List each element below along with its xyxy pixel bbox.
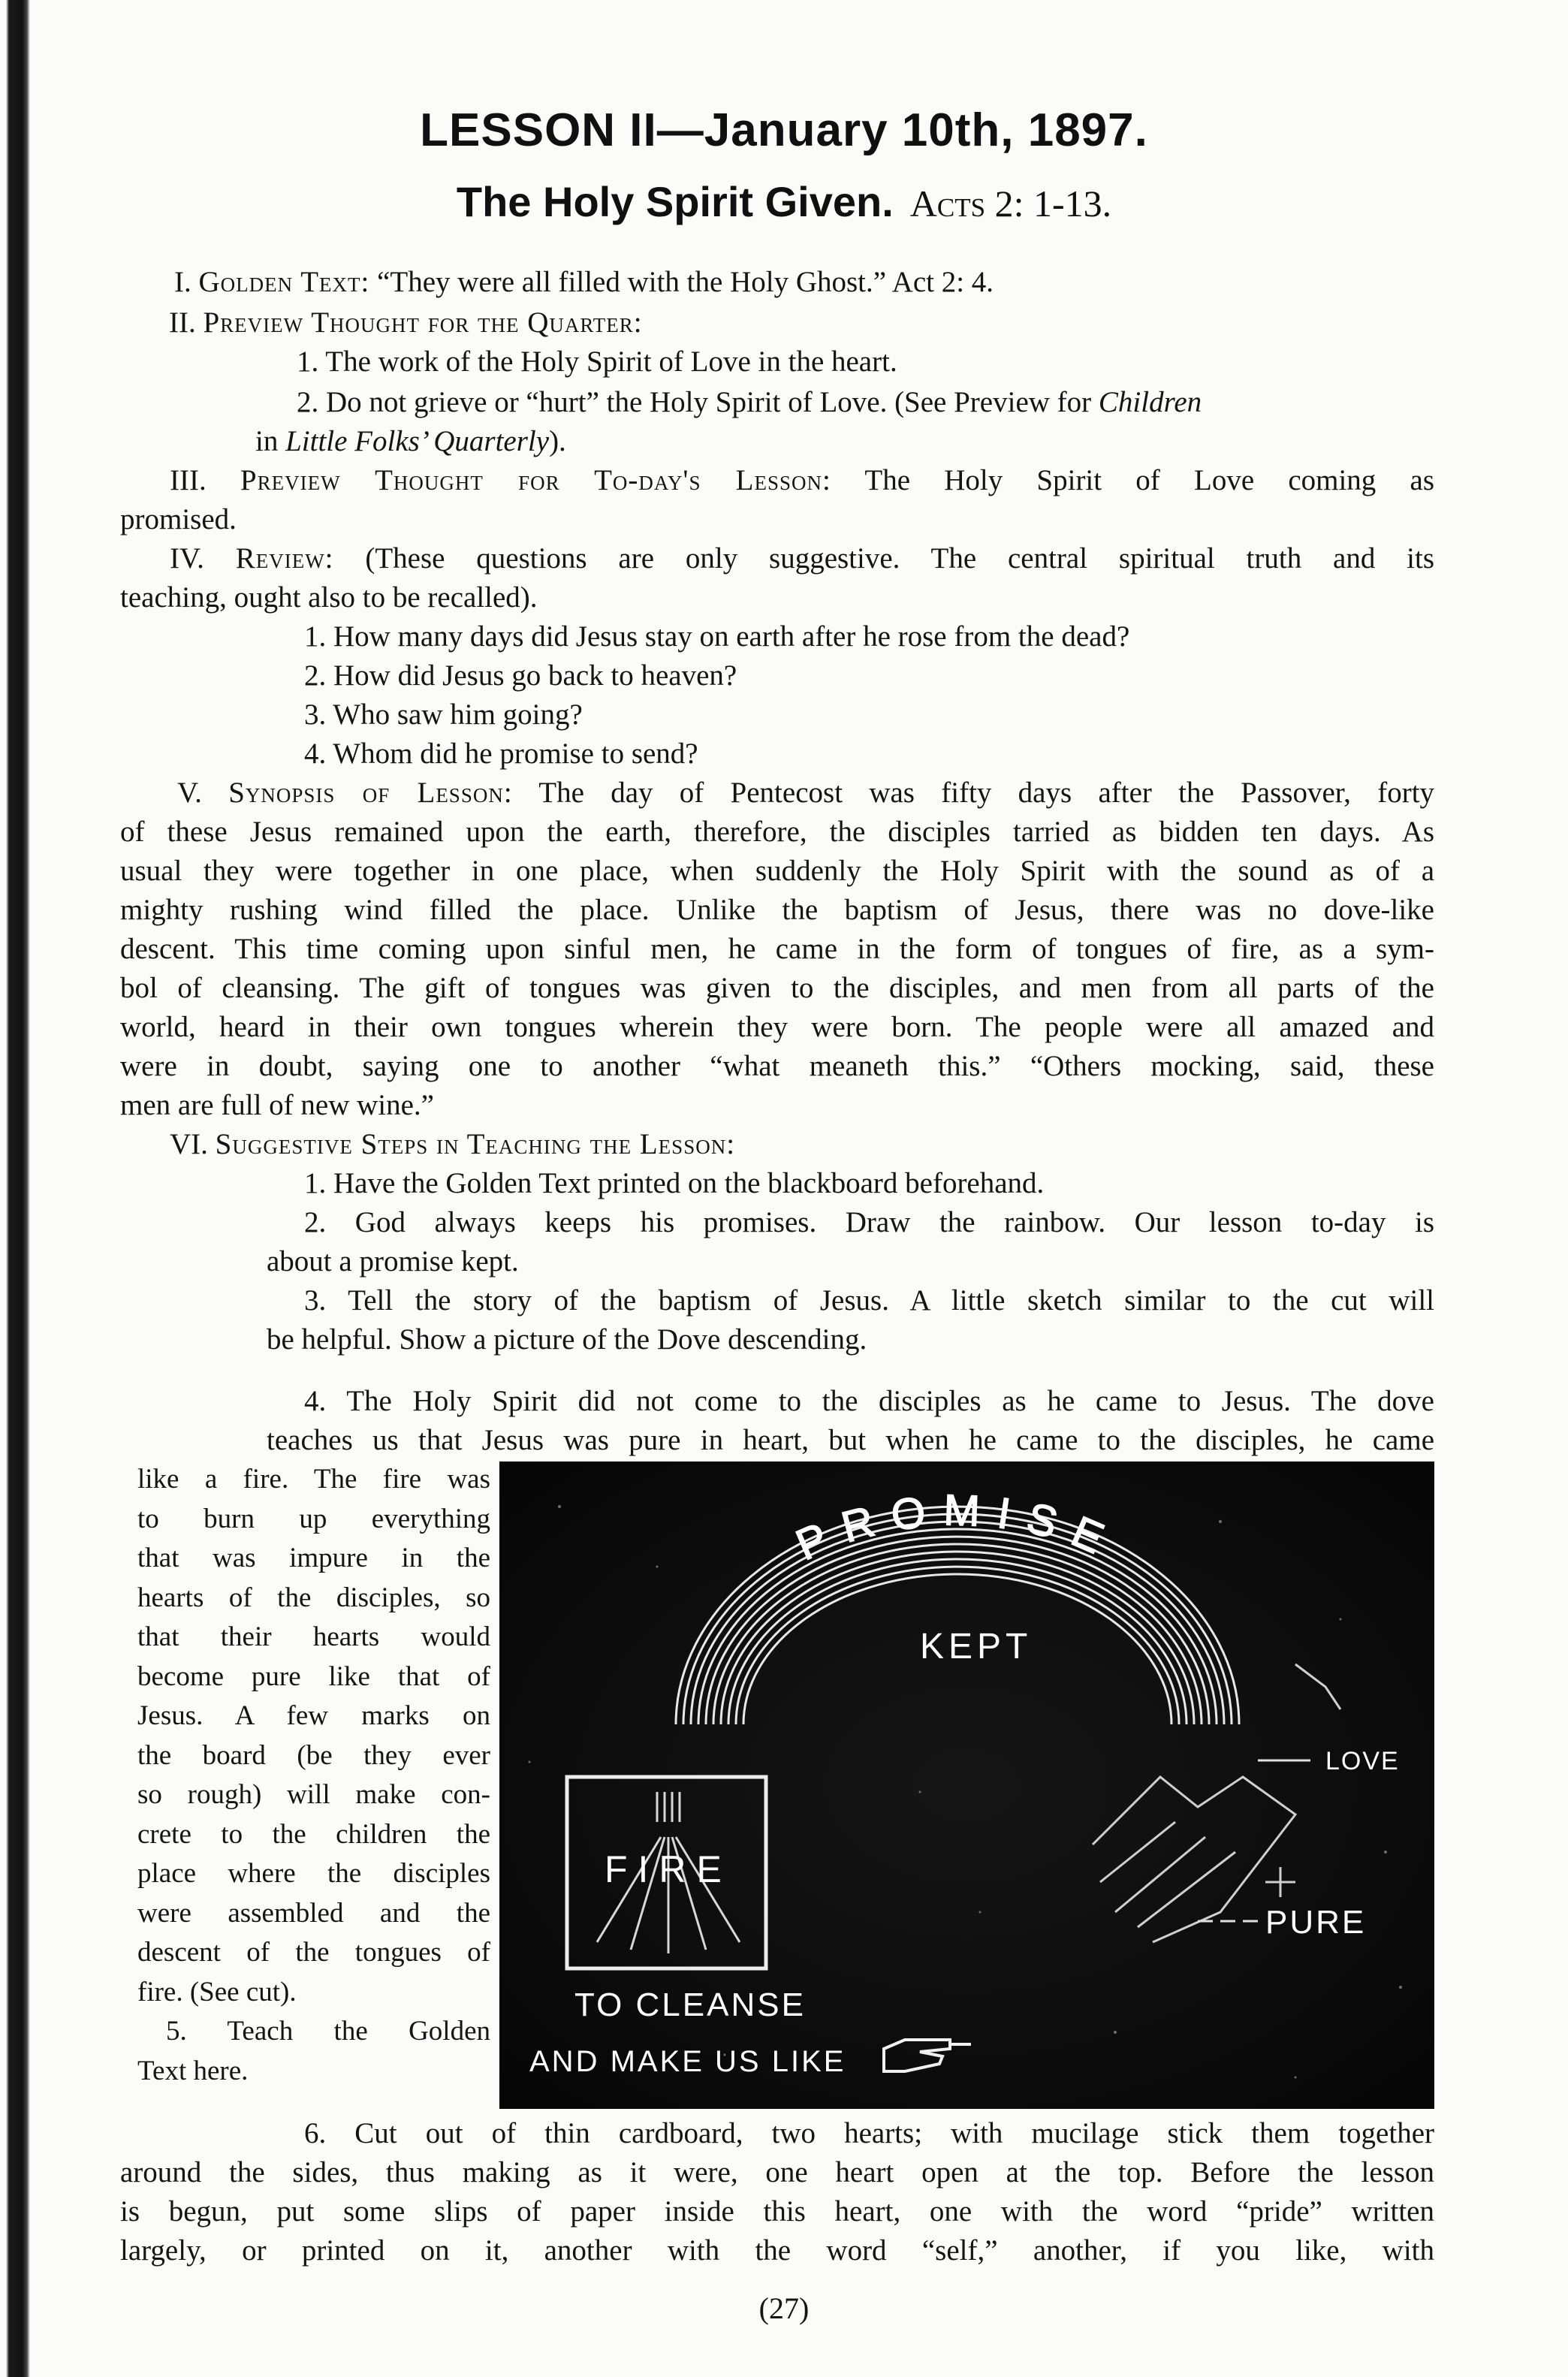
synopsis-text: were in doubt, saying one to another “what meaneth this.” “Others mocking, said, these	[120, 1050, 1434, 1082]
step-4-wrapped-text	[137, 1460, 490, 2091]
wrapped-line: descent of the tongues of	[137, 1937, 490, 1968]
wrapped-line: to burn up everything	[137, 1503, 490, 1534]
wrapped-line: like a fire. The fire was	[137, 1464, 490, 1495]
step-3-cont: be helpful. Show a picture of the Dove descending.	[267, 1323, 867, 1356]
love-label: LOVE	[1325, 1747, 1400, 1775]
step-3: 3. Tell the story of the baptism of Jesus. A little sketch similar to the cut will	[304, 1284, 1434, 1317]
step-2-cont: about a promise kept.	[267, 1245, 519, 1277]
wrapped-line: so rough) will make con-	[137, 1779, 490, 1810]
synopsis-text: world, heard in their own tongues wherein they were born. The people were all amazed and	[120, 1011, 1434, 1043]
steps-heading: VI. Suggestive Steps in Teaching the Lesson:	[170, 1128, 736, 1160]
step-6-cont: is begun, put some slips of paper inside this heart, one with the word “pride” written	[120, 2195, 1434, 2228]
synopsis-line: V. Synopsis of Lesson: The day of Pentecost was fifty days after the Passover, forty	[177, 777, 1435, 809]
golden-text-label: Golden Text:	[198, 266, 370, 298]
wrapped-line: Jesus. A few marks on	[137, 1700, 490, 1731]
binding-edge	[0, 0, 30, 2377]
synopsis-text: of these Jesus remained upon the earth, therefore, the disciples tarried as bidden ten days. As	[120, 816, 1434, 848]
step-5-cont: Text here.	[137, 2055, 249, 2086]
todays-preview-line: III. Preview Thought for To-day's Lesson: The Holy Spirit of Love coming as	[170, 464, 1434, 496]
quarter-preview-heading: II. Preview Thought for the Quarter:	[169, 306, 643, 339]
title-text: The Holy Spirit Given.	[456, 178, 894, 225]
make-like-label: AND MAKE US LIKE	[529, 2045, 846, 2078]
synopsis-text: bol of cleansing. The gift of tongues was given to the disciples, and men from all parts of the	[120, 972, 1434, 1004]
wrapped-line: the board (be they ever	[137, 1739, 490, 1771]
review-line: IV. Review: (These questions are only suggestive. The central spiritual truth and its	[170, 542, 1435, 575]
step-6-cont: largely, or printed on it, another with the word “self,” another, if you like, with	[120, 2234, 1434, 2267]
wrapped-line: that their hearts would	[137, 1621, 490, 1652]
synopsis-text: men are full of new wine.”	[120, 1089, 434, 1121]
synopsis-text: mighty rushing wind filled the place. Unlike the baptism of Jesus, there was no dove-like	[120, 894, 1434, 926]
wrapped-line: hearts of the disciples, so	[137, 1582, 490, 1613]
golden-text: “They were all filled with the Holy Ghost.” Act 2: 4.	[377, 266, 994, 298]
wrapped-line: become pure like that of	[137, 1661, 490, 1692]
scripture-reference: Acts 2: 1-13.	[909, 182, 1112, 225]
review-question: 2. How did Jesus go back to heaven?	[304, 659, 737, 692]
step-4: 4. The Holy Spirit did not come to the disciples as he came to Jesus. The dove	[304, 1385, 1434, 1417]
blackboard-illustration	[499, 1461, 1434, 2109]
wrapped-line: fire. (See cut).	[137, 1976, 297, 2007]
kept-label: KEPT	[920, 1627, 1033, 1667]
wrapped-line: place where the disciples	[137, 1858, 490, 1889]
promise-label: PROMISE	[789, 1486, 1126, 1570]
wrapped-line: that was impure in the	[137, 1543, 490, 1573]
synopsis-text: descent. This time coming upon sinful men, he came in the form of tongues of fire, as a sym-	[120, 933, 1434, 965]
review-question: 1. How many days did Jesus stay on earth after he rose from the dead?	[304, 620, 1130, 653]
pure-label: PURE	[1265, 1904, 1367, 1941]
review-cont: teaching, ought also to be recalled).	[120, 581, 538, 614]
quarter-item-2-cont: in Little Folks’ Quarterly).	[255, 425, 566, 457]
step-5: 5. Teach the Golden	[166, 2016, 490, 2047]
step-6-cont: around the sides, thus making as it were, one heart open at the top. Before the lesson	[120, 2156, 1434, 2188]
synopsis-text: usual they were together in one place, when suddenly the Holy Spirit with the sound as of a	[120, 855, 1434, 887]
wrapped-line: crete to the children the	[137, 1818, 490, 1850]
lesson-title	[0, 177, 1568, 226]
step-6: 6. Cut out of thin cardboard, two hearts; with mucilage stick them together	[304, 2117, 1434, 2149]
lesson-heading: LESSON II—January 10th, 1897.	[420, 104, 1148, 156]
quarter-item-1: 1. The work of the Holy Spirit of Love in the heart.	[297, 345, 897, 378]
cleanse-label: TO CLEANSE	[574, 1986, 806, 2023]
golden-text-line: I. Golden Text: “They were all filled with the Holy Ghost.” Act 2: 4.	[174, 266, 994, 298]
wrapped-line: were assembled and the	[137, 1897, 490, 1929]
page-number: (27)	[758, 2291, 810, 2325]
step-1: 1. Have the Golden Text printed on the blackboard beforehand.	[304, 1167, 1045, 1199]
review-question: 4. Whom did he promise to send?	[304, 738, 698, 770]
review-question: 3. Who saw him going?	[304, 698, 583, 731]
quarter-item-2: 2. Do not grieve or “hurt” the Holy Spirit of Love. (See Preview for Children	[297, 386, 1202, 418]
step-2: 2. God always keeps his promises. Draw the rainbow. Our lesson to-day is	[304, 1206, 1434, 1238]
step-4-cont: teaches us that Jesus was pure in heart, but when he came to the disciples, he came	[267, 1424, 1434, 1456]
fire-label: FIRE	[605, 1848, 732, 1890]
todays-preview-cont: promised.	[120, 503, 237, 535]
